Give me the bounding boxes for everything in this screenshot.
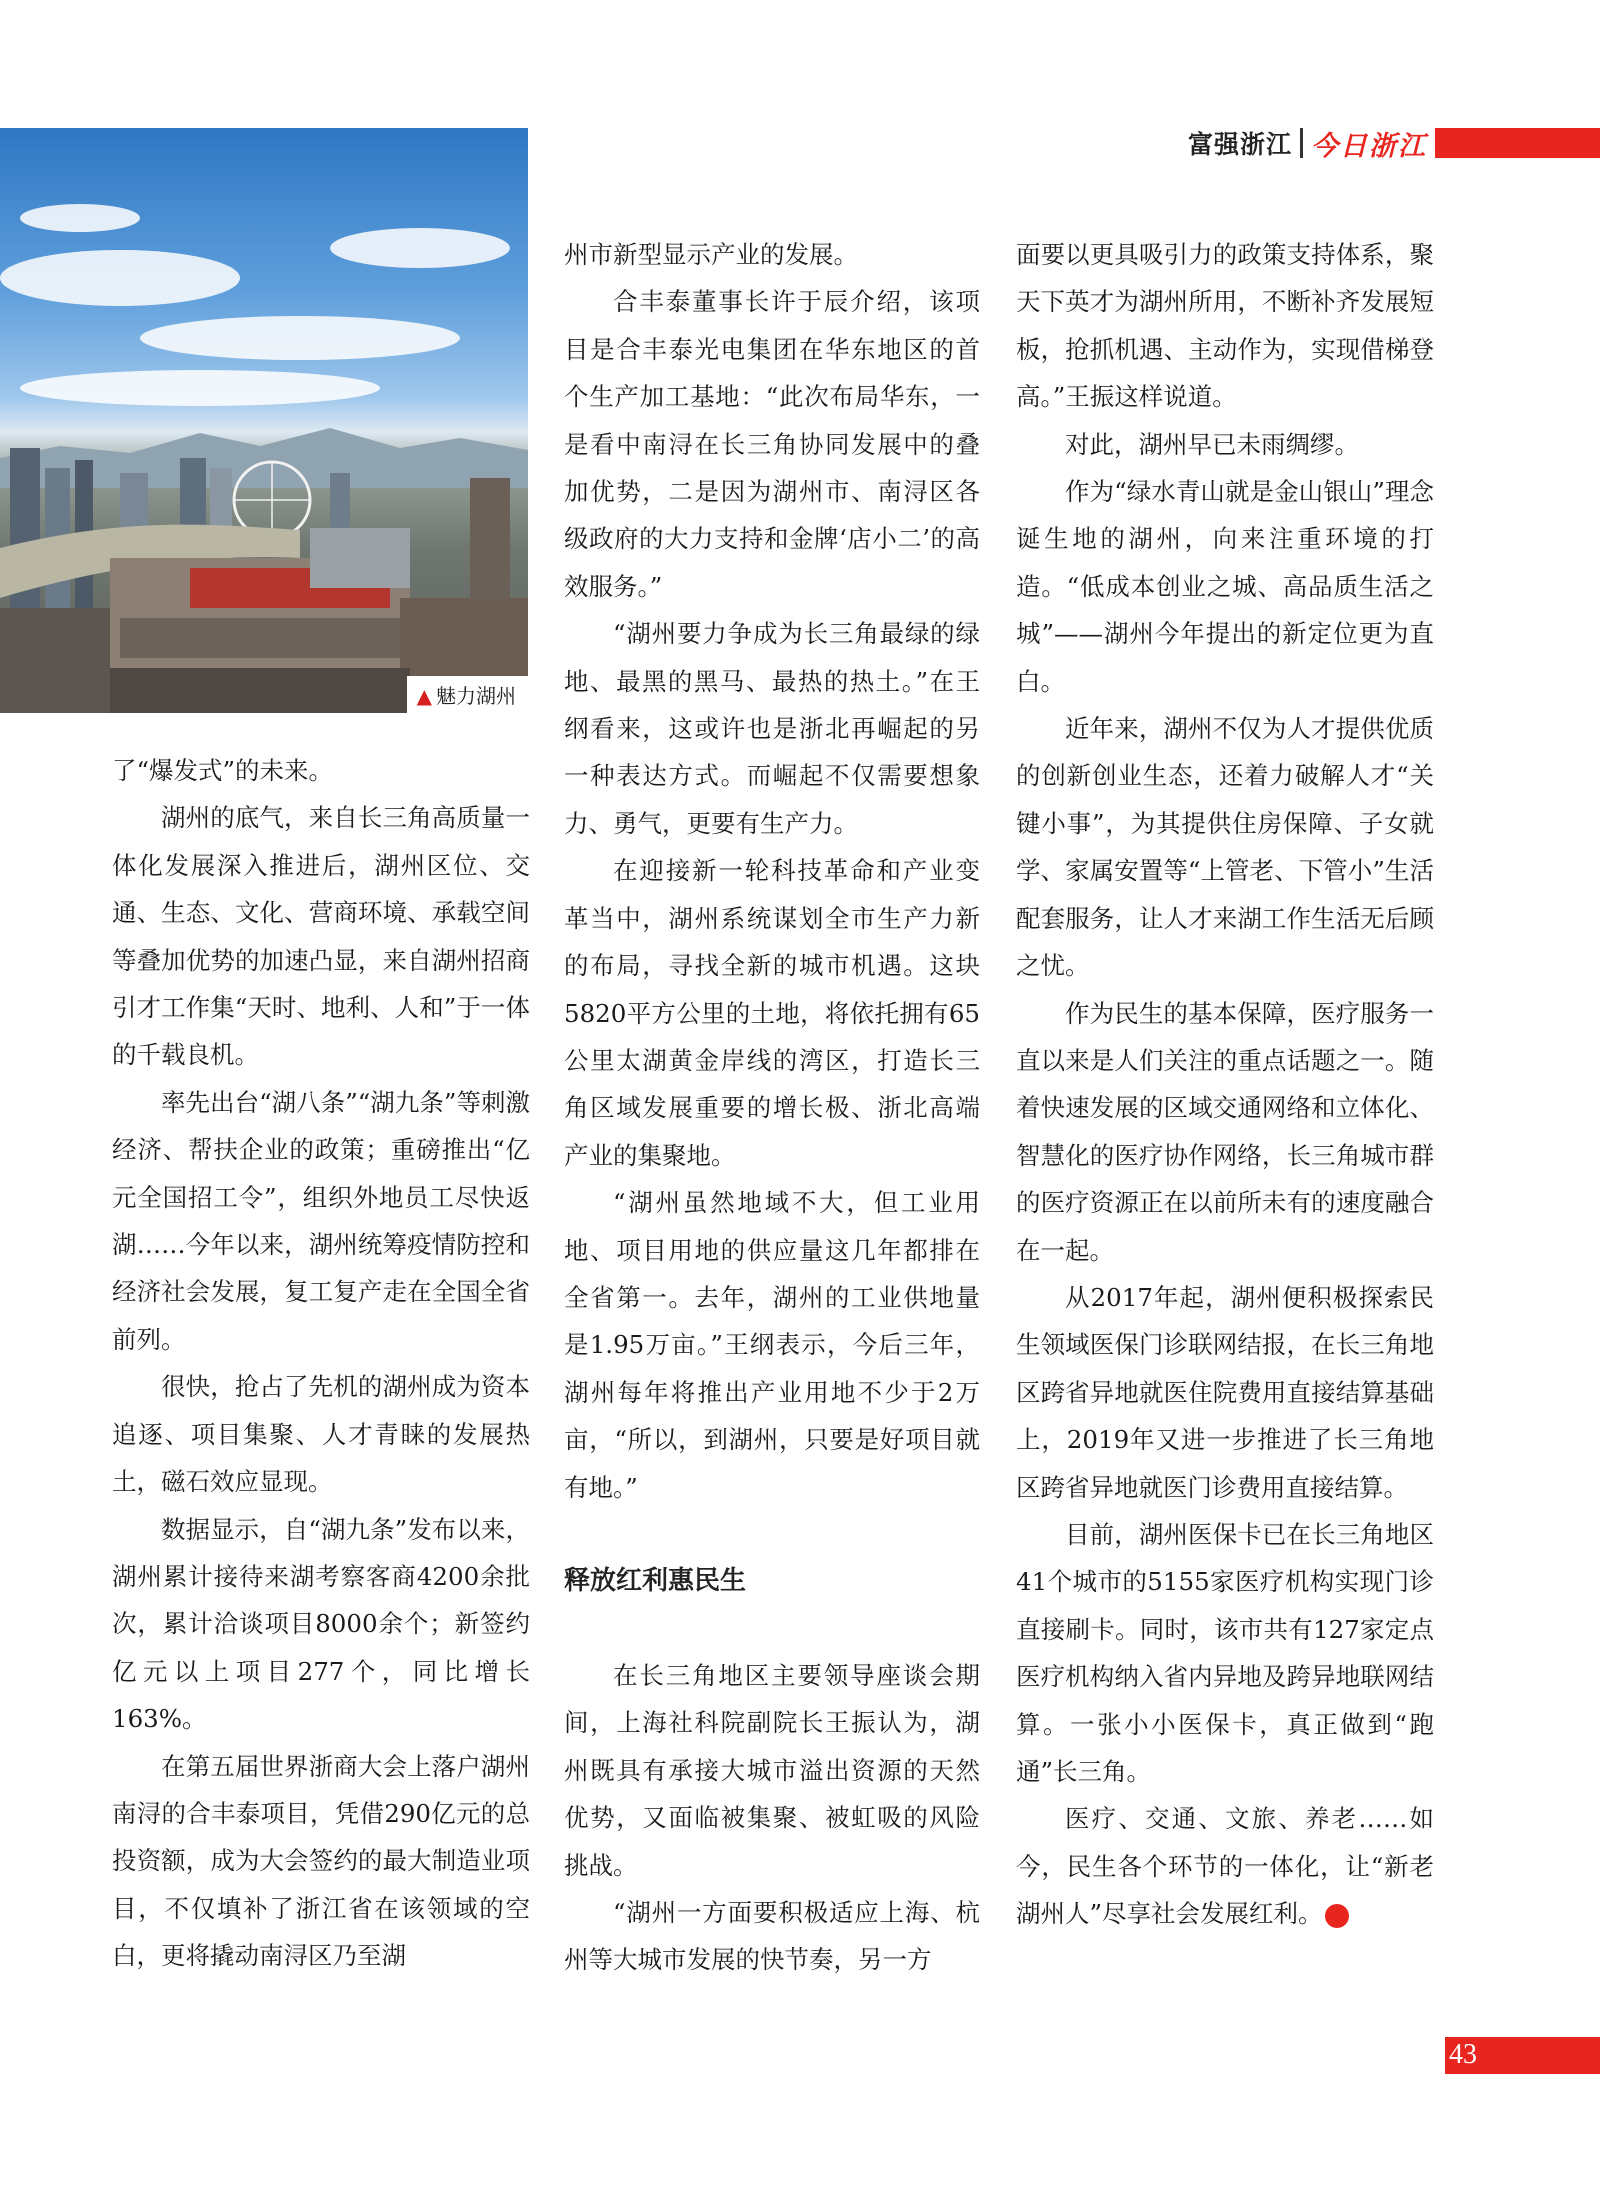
paragraph — [1016, 1795, 1434, 1937]
magazine-logo: 今日浙江 — [1311, 130, 1427, 162]
paragraph: 从2017年起，湖州便积极探索民生领域医保门诊联网结报，在长三角地区跨省异地就医住院费用直接结算基础上，2019年又进一步推进了长三角地区跨省异地就医门诊费用直接结算。 — [1016, 1282, 1434, 1502]
triangle-up-icon: ▲ — [416, 684, 432, 708]
final-paragraph-text: 医疗、交通、文旅、养老……如今，民生各个环节的一体化，让“新老湖州人”尽享社会发展红利。 — [1016, 1804, 1434, 1929]
header-red-bar — [1435, 128, 1600, 158]
section-subheading: 释放红利惠民生 — [564, 1565, 747, 1596]
photo-caption-text: 魅力湖州 — [436, 684, 516, 708]
page-header — [1187, 128, 1600, 162]
paragraph: “湖州要力争成为长三角最绿的绿地、最黑的黑马、最热的热土。”在王纲看来，这或许也是浙北再崛起的另一种表达方式。而崛起不仅需要想象力、勇气，更要有生产力。 — [564, 619, 980, 838]
photo-caption — [407, 676, 528, 713]
paragraph: 目前，湖州医保卡已在长三角地区41个城市的5155家医疗机构实现门诊直接刷卡。同时，该市共有127家定点医疗机构纳入省内异地及跨异地联网结算。一张小小医保卡，真正做到“跑通”长三角。 — [1016, 1519, 1434, 1786]
paragraph: 作为“绿水青山就是金山银山”理念诞生地的湖州，向来注重环境的打造。“低成本创业之城、高品质生活之城”——湖州今年提出的新定位更为直白。 — [1016, 477, 1434, 696]
paragraph: 数据显示，自“湖九条”发布以来，湖州累计接待来湖考察客商4200余批次，累计洽谈项目8000余个；新签约亿元以上项目277个，同比增长163%。 — [112, 1514, 530, 1734]
paragraph: 很快，抢占了先机的湖州成为资本追逐、项目集聚、人才青睐的发展热土，磁石效应显现。 — [112, 1372, 530, 1497]
paragraph: 了“爆发式”的未来。 — [112, 756, 334, 785]
section-title: 富强浙江 — [1187, 130, 1292, 159]
paragraph: 州市新型显示产业的发展。 — [564, 240, 858, 269]
paragraph: 近年来，湖州不仅为人才提供优质的创新创业生态，还着力破解人才“关键小事”，为其提供住房保障、子女就学、家属安置等“上管老、下管小”生活配套服务，让人才来湖工作生活无后顾之忧。 — [1016, 714, 1434, 981]
paragraph: 在长三角地区主要领导座谈会期间，上海社科院副院长王振认为，湖州既具有承接大城市溢出资源的天然优势，又面临被集聚、被虹吸的风险挑战。 — [564, 1660, 980, 1880]
text-column-2 — [564, 231, 980, 1984]
paragraph: 合丰泰董事长许于辰介绍，该项目是合丰泰光电集团在华东地区的首个生产加工基地：“此次布局华东，一是看中南浔在长三角协同发展中的叠加优势，二是因为湖州市、南浔区各级政府的大力支持和金牌‘店小二’的高效服务。” — [564, 287, 980, 601]
city-skyline-illustration — [0, 128, 528, 713]
header-divider — [1300, 128, 1303, 158]
text-column-3 — [1016, 231, 1434, 1938]
paragraph: 在第五届世界浙商大会上落户湖州南浔的合丰泰项目，凭借290亿元的总投资额，成为大会签约的最大制造业项目，不仅填补了浙江省在该领域的空白，更将撬动南浔区乃至湖 — [112, 1751, 530, 1971]
end-mark-icon: 今 — [1325, 1904, 1349, 1928]
paragraph: “湖州一方面要积极适应上海、杭州等大城市发展的快节奏，另一方 — [564, 1898, 980, 1975]
paragraph: 作为民生的基本保障，医疗服务一直以来是人们关注的重点话题之一。随着快速发展的区域交通网络和立体化、智慧化的医疗协作网络，长三角城市群的医疗资源正在以前所未有的速度融合在一起。 — [1016, 998, 1434, 1265]
paragraph: 率先出台“湖八条”“湖九条”等刺激经济、帮扶企业的政策；重磅推出“亿元全国招工令”，组织外地员工尽快返湖……今年以来，湖州统筹疫情防控和经济社会发展，复工复产走在全国全省前列。 — [112, 1087, 530, 1354]
city-photo — [0, 128, 528, 713]
paragraph: 湖州的底气，来自长三角高质量一体化发展深入推进后，湖州区位、交通、生态、文化、营商环境、承载空间等叠加优势的加速凸显，来自湖州招商引才工作集“天时、地利、人和”于一体的千载良机。 — [112, 803, 530, 1070]
paragraph: 在迎接新一轮科技革命和产业变革当中，湖州系统谋划全市生产力新的布局，寻找全新的城市机遇。这块5820平方公里的土地，将依托拥有65公里太湖黄金岸线的湾区，打造长三角区域发展重要的增长极、浙北高端产业的集聚地。 — [564, 856, 980, 1170]
paragraph: 对此，湖州早已未雨绸缪。 — [1065, 429, 1359, 459]
paragraph: “湖州虽然地域不大，但工业用地、项目用地的供应量这几年都排在全省第一。去年，湖州的工业供地量是1.95万亩。”王纲表示，今后三年，湖州每年将推出产业用地不少于2万亩，“所以，到湖州，只要是好项目就有地。” — [564, 1188, 980, 1502]
paragraph: 面要以更具吸引力的政策支持体系，聚天下英才为湖州所用，不断补齐发展短板，抢抓机遇、主动作为，实现借梯登高。”王振这样说道。 — [1016, 240, 1434, 412]
page-number: 43 — [1449, 2039, 1477, 2070]
text-column-1 — [112, 747, 530, 1980]
